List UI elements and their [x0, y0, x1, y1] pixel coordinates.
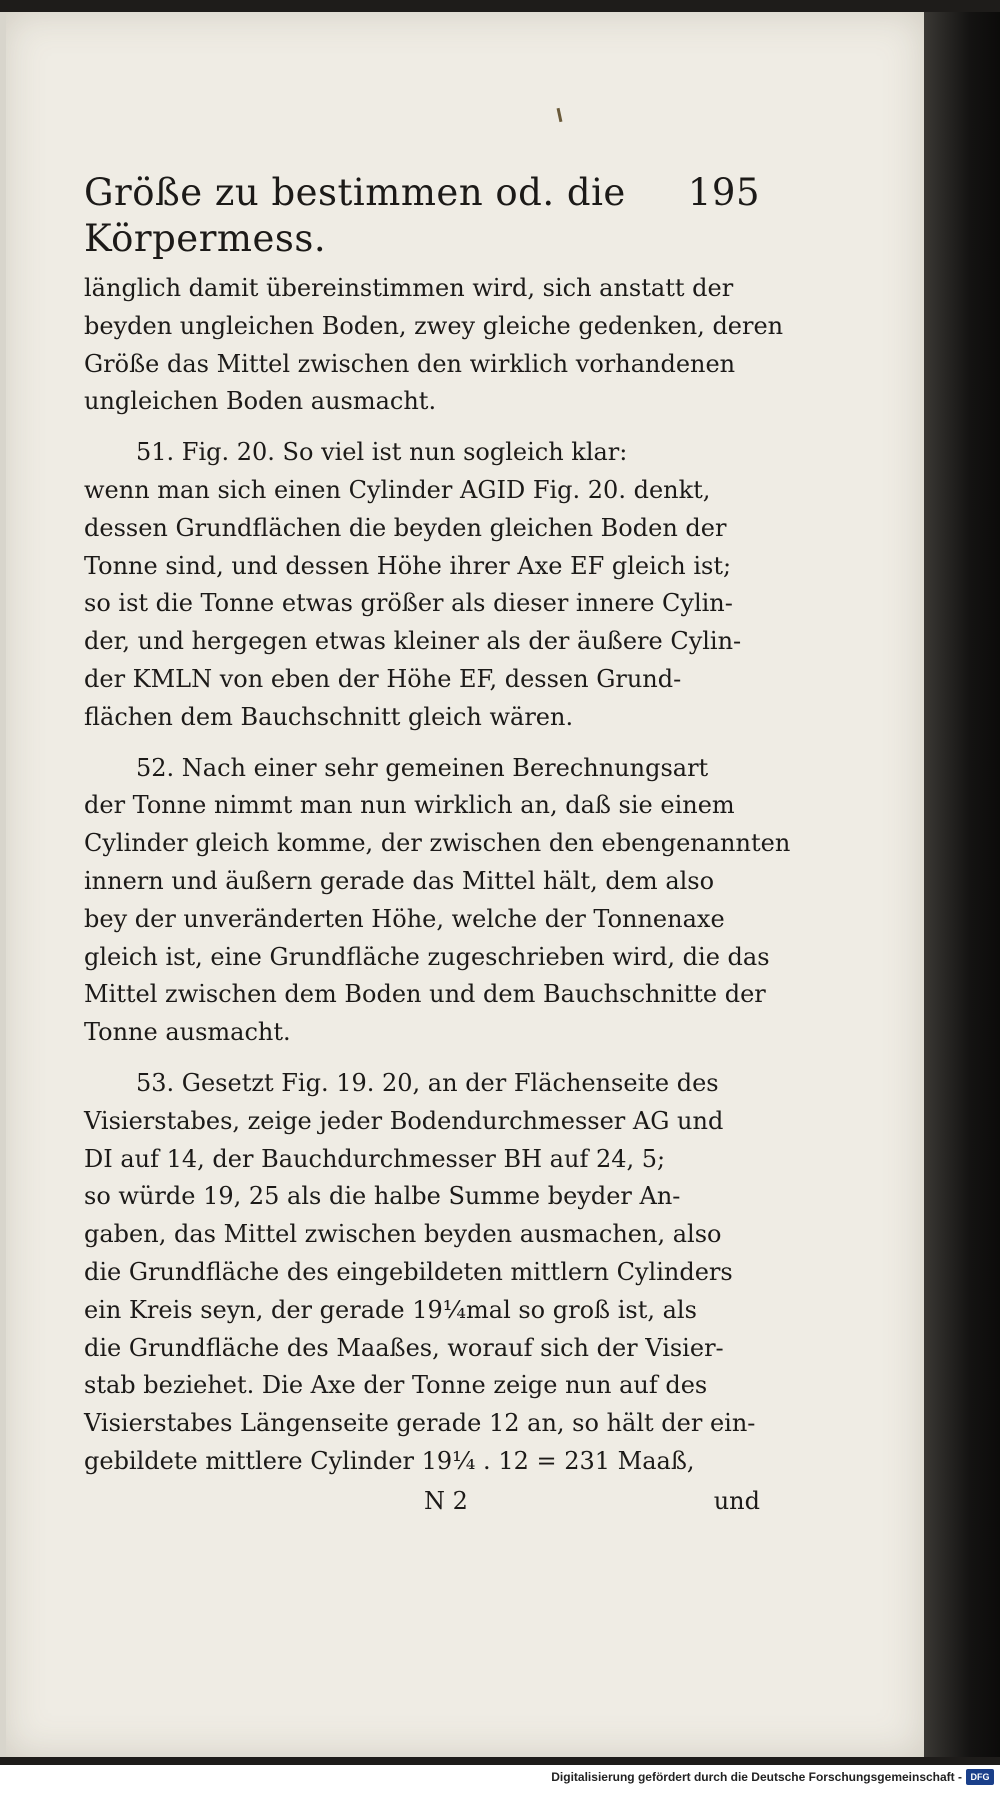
signature-mark: N 2 [424, 1486, 468, 1515]
text-line: wenn man sich einen Cylinder AGID Fig. 20. denkt, [84, 475, 711, 504]
text-line: der, und hergegen etwas kleiner als der äußere Cylin- [84, 627, 742, 656]
catchword: und [713, 1486, 760, 1515]
text-line: Tonne ausmacht. [84, 1018, 291, 1047]
page-footer [84, 1483, 760, 1521]
digitization-credit: Digitalisierung gefördert durch die Deutsche Forschungsgemeinschaft - [551, 1770, 962, 1784]
paragraph-53 [84, 1065, 760, 1481]
text-line: die Grundfläche des eingebildeten mittlern Cylinders [84, 1257, 733, 1286]
text-line: so würde 19, 25 als die halbe Summe beyder An- [84, 1182, 681, 1211]
text-line: Tonne sind, und dessen Höhe ihrer Axe EF gleich ist; [84, 551, 732, 580]
paragraph-51 [84, 434, 760, 736]
page-text-block [84, 170, 791, 1521]
text-line: beyden ungleichen Boden, zwey gleiche gedenken, deren [84, 311, 784, 340]
text-line: ein Kreis seyn, der gerade 19¼mal so groß ist, als [84, 1295, 697, 1324]
text-line: gleich ist, eine Grundfläche zugeschrieben wird, die das [84, 942, 770, 971]
text-line: der Tonne nimmt man nun wirklich an, daß sie einem [84, 791, 735, 820]
text-line: 51. Fig. 20. So viel ist nun sogleich klar: [136, 438, 628, 467]
text-line: Größe das Mittel zwischen den wirklich vorhandenen [84, 349, 736, 378]
text-line: so ist die Tonne etwas größer als dieser innere Cylin- [84, 589, 733, 618]
text-line: länglich damit übereinstimmen wird, sich anstatt der [84, 274, 734, 302]
dfg-logo-icon: DFG [966, 1769, 994, 1785]
text-line: DI auf 14, der Bauchdurchmesser BH auf 24, 5; [84, 1144, 666, 1173]
text-line: der KMLN von eben der Höhe EF, dessen Grund- [84, 664, 682, 693]
text-line: bey der unveränderten Höhe, welche der Tonnenaxe [84, 904, 725, 933]
text-line: gaben, das Mittel zwischen beyden ausmachen, also [84, 1220, 722, 1249]
text-line: ungleichen Boden ausmacht. [84, 387, 437, 416]
page-number: 195 [687, 171, 760, 214]
text-line: Visierstabes Längenseite gerade 12 an, so hält der ein- [84, 1409, 756, 1438]
text-line: 52. Nach einer sehr gemeinen Berechnungsart [136, 753, 709, 782]
text-line: gebildete mittlere Cylinder 19¼ . 12 = 231 Maaß, [84, 1446, 695, 1475]
text-line: flächen dem Bauchschnitt gleich wären. [84, 702, 574, 731]
running-head-title: Größe zu bestimmen od. die Körpermess. [84, 171, 626, 260]
text-line: die Grundfläche des Maaßes, worauf sich der Visier- [84, 1333, 724, 1362]
book-gutter-shadow [924, 12, 1000, 1757]
paragraph-52 [84, 750, 791, 1052]
text-line: stab beziehet. Die Axe der Tonne zeige nun auf des [84, 1371, 708, 1400]
running-head [84, 170, 760, 262]
text-line: Visierstabes, zeige jeder Bodendurchmesser AG und [84, 1106, 724, 1135]
text-line: Mittel zwischen dem Boden und dem Bauchschnitte der [84, 980, 766, 1009]
text-line: dessen Grundflächen die beyden gleichen Boden der [84, 513, 727, 542]
text-line: innern und äußern gerade das Mittel hält, dem also [84, 866, 715, 895]
text-line: Cylinder gleich komme, der zwischen den ebengenannten [84, 829, 791, 858]
text-line: 53. Gesetzt Fig. 19. 20, an der Flächenseite des [136, 1068, 719, 1097]
page-left-edge [0, 12, 6, 1757]
paragraph-continuation [84, 270, 784, 421]
